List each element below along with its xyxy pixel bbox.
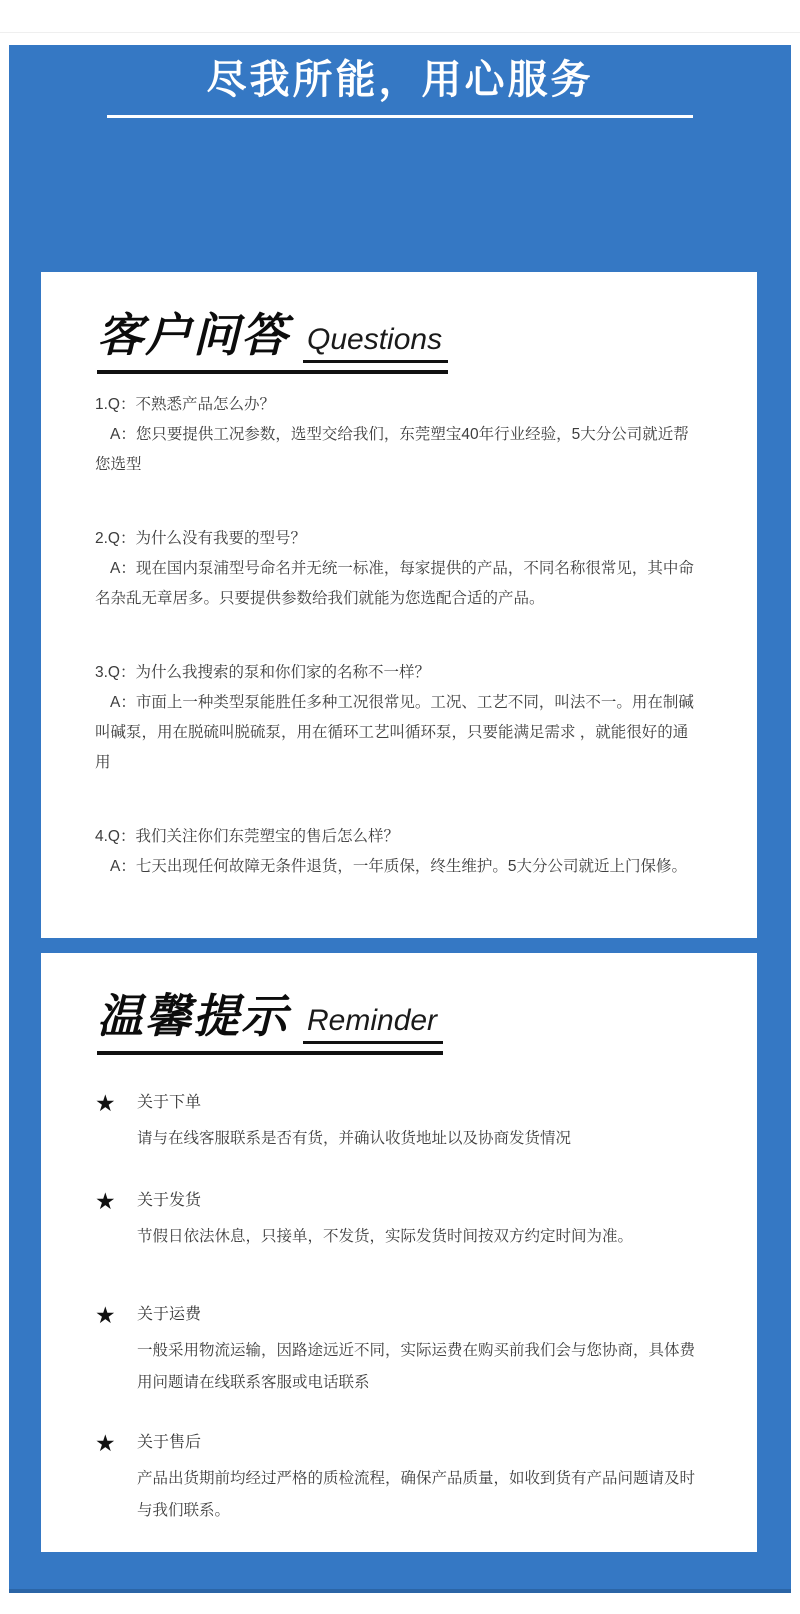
qa-question: 1.Q：不熟悉产品怎么办？ (95, 396, 275, 413)
reminder-item (95, 1303, 703, 1399)
reminder-card (41, 953, 757, 1552)
reminder-heading: 关于售后 (137, 1434, 202, 1451)
qa-item (95, 524, 703, 614)
qa-card-title-cn: 客户问答 (97, 309, 289, 361)
qa-item (95, 822, 703, 882)
reminder-item (95, 1189, 703, 1253)
hero-underline (107, 115, 693, 118)
reminder-list (95, 1091, 703, 1527)
qa-answer: A：市面上一种类型泵能胜任多种工况很常见。工况、工艺不同，叫法不一。用在制碱叫碱泵，用在脱硫叫脱硫泵，用在循环工艺叫循环泵，只要能满足需求 ，就能很好的通用 (95, 694, 694, 771)
qa-question: 2.Q：为什么没有我要的型号？ (95, 530, 306, 547)
qa-card (41, 272, 757, 938)
star-icon: ★ (95, 1430, 116, 1456)
reminder-body: 请与在线客服联系是否有货，并确认收货地址以及协商发货情况 (137, 1130, 572, 1147)
reminder-body: 产品出货期前均经过严格的质检流程，确保产品质量，如收到货有产品问题请及时与我们联系。 (137, 1470, 696, 1519)
qa-item (95, 390, 703, 480)
reminder-card-title-cn: 温馨提示 (97, 990, 289, 1042)
reminder-card-title-rule (97, 1051, 443, 1055)
qa-card-title-rule (97, 370, 448, 374)
qa-item (95, 658, 703, 778)
qa-list (95, 390, 703, 882)
star-icon: ★ (95, 1188, 116, 1214)
qa-card-title-en: Questions (303, 323, 448, 363)
reminder-item (95, 1431, 703, 1527)
qa-question: 4.Q：我们关注你们东莞塑宝的售后怎么样？ (95, 828, 399, 845)
reminder-body: 节假日依法休息，只接单，不发货，实际发货时间按双方约定时间为准。 (137, 1228, 634, 1245)
reminder-heading: 关于运费 (137, 1306, 202, 1323)
qa-answer: A：现在国内泵浦型号命名并无统一标准，每家提供的产品，不同名称很常见，其中命名杂乱无章居多。只要提供参数给我们就能为您选配合适的产品。 (95, 560, 694, 607)
reminder-body: 一般采用物流运输，因路途远近不同，实际运费在购买前我们会与您协商，具体费用问题请在线联系客服或电话联系 (137, 1342, 696, 1391)
qa-answer: A：您只要提供工况参数，选型交给我们，东莞塑宝40年行业经验，5大分公司就近帮您选型 (95, 426, 689, 473)
qa-answer: A：七天出现任何故障无条件退货，一年质保，终生维护。5大分公司就近上门保修。 (110, 858, 687, 875)
star-icon: ★ (95, 1302, 116, 1328)
hero-slogan: 尽我所能，用心服务 (206, 58, 594, 102)
reminder-card-title-en: Reminder (303, 1004, 443, 1044)
qa-card-title-block (97, 308, 448, 374)
qa-question: 3.Q：为什么我搜索的泵和你们家的名称不一样？ (95, 664, 430, 681)
hero-header (0, 57, 800, 118)
reminder-heading: 关于发货 (137, 1192, 202, 1209)
reminder-item (95, 1091, 703, 1155)
reminder-heading: 关于下单 (137, 1094, 202, 1111)
reminder-card-title-block (97, 989, 443, 1055)
page-top-divider (0, 32, 800, 33)
star-icon: ★ (95, 1090, 116, 1116)
